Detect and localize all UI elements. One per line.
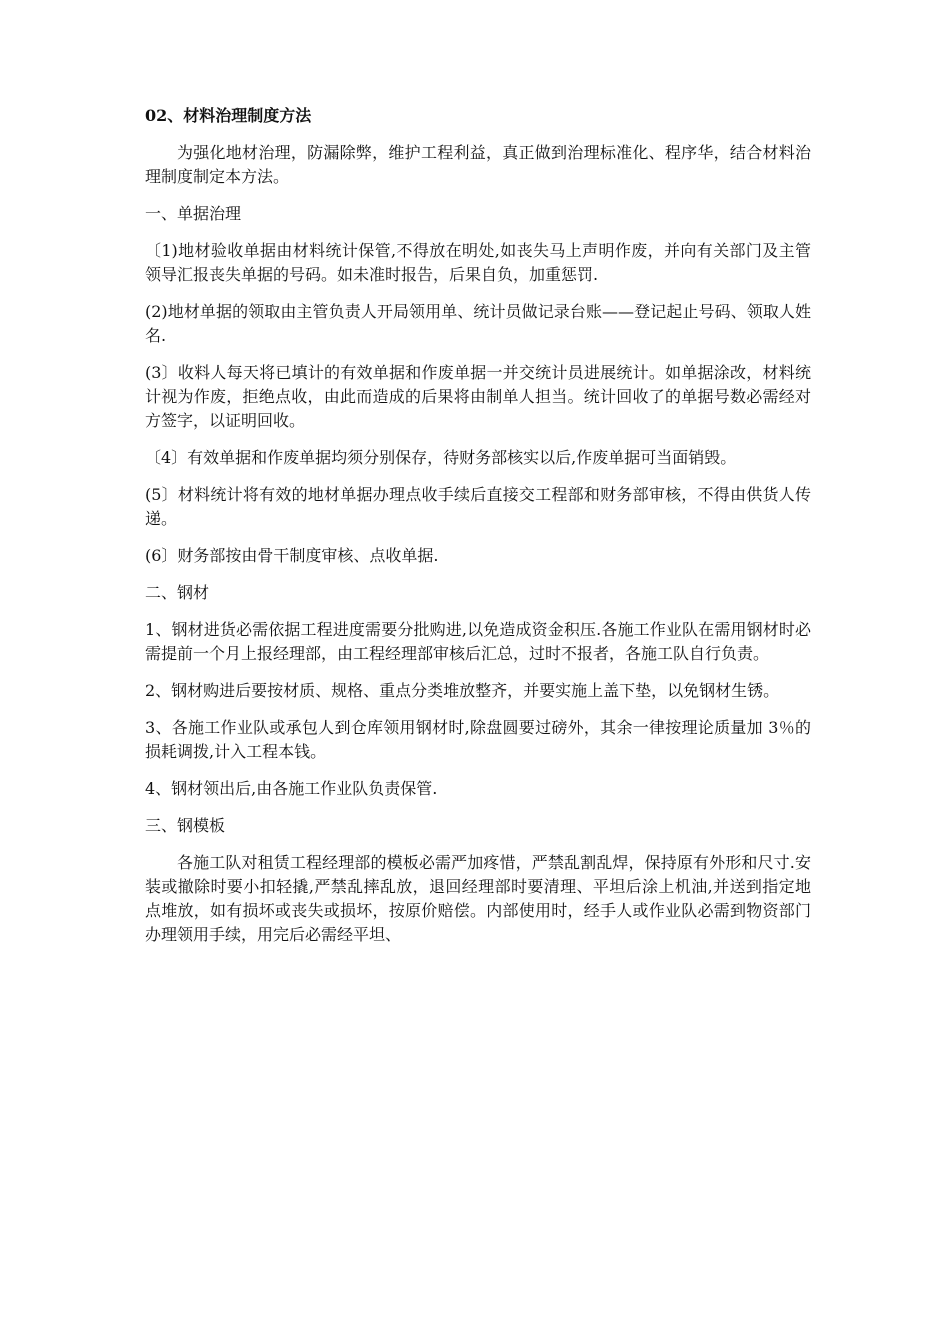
document-body (145, 104, 811, 960)
formwork-paragraph: 各施工队对租赁工程经理部的模板必需严加疼惜，严禁乱割乱焊，保持原有外形和尺寸.安装或撤除时要小扣轻撬,严禁乱摔乱放，退回经理部时要清理、平坦后涂上机油,并送到指定地点堆放，如有损坏或丧失或损坏，按原价赔偿。内部使用时，经手人或作业队必需到物资部门办理领用手续，用完后必需经平坦、 (145, 853, 811, 944)
section-heading-steel: 二、钢材 (145, 583, 210, 602)
steel-rule-3: 3、各施工作业队或承包人到仓库领用钢材时,除盘圆要过磅外，其余一律按理论质量加 3％的损耗调拨,计入工程本钱。 (145, 718, 811, 761)
receipt-rule-6: (6〕财务部按由骨干制度审核、点收单据. (145, 546, 439, 565)
receipt-rule-4: 〔4〕有效单据和作废单据均须分别保存，待财务部核实以后,作废单据可当面销毁。 (145, 448, 737, 467)
document-title: 02、材料治理制度方法 (145, 106, 312, 125)
steel-rule-2: 2、钢材购进后要按材质、规格、重点分类堆放整齐，并要实施上盖下垫，以免钢材生锈。 (145, 681, 780, 700)
intro-paragraph: 为强化地材治理，防漏除弊，维护工程利益，真正做到治理标准化、程序华，结合材料治理制度制定本方法。 (145, 143, 811, 186)
receipt-rule-2: (2)地材单据的领取由主管负责人开局领用单、统计员做记录台账——登记起止号码、领取人姓名. (145, 302, 811, 345)
steel-rule-1: 1、钢材进货必需依据工程进度需要分批购进,以免造成资金积压.各施工作业队在需用钢材时必需提前一个月上报经理部，由工程经理部审核后汇总，过时不报者，各施工队自行负责。 (145, 620, 811, 663)
section-heading-receipts: 一、单据治理 (145, 204, 242, 223)
steel-rule-4: 4、钢材领出后,由各施工作业队负责保管. (145, 779, 438, 798)
receipt-rule-1: 〔1)地材验收单据由材料统计保管,不得放在明处,如丧失马上声明作废，并向有关部门及主管领导汇报丧失单据的号码。如未准时报告，后果自负，加重惩罚. (145, 241, 811, 284)
section-heading-steel-formwork: 三、钢模板 (145, 816, 226, 835)
receipt-rule-5: (5〕材料统计将有效的地材单据办理点收手续后直接交工程部和财务部审核，不得由供货人传递。 (145, 485, 811, 528)
receipt-rule-3: (3〕收料人每天将已填计的有效单据和作废单据一并交统计员进展统计。如单据涂改，材料统计视为作废，拒绝点收，由此而造成的后果将由制单人担当。统计回收了的单据号数必需经对方签字，以证明回收。 (145, 363, 811, 430)
